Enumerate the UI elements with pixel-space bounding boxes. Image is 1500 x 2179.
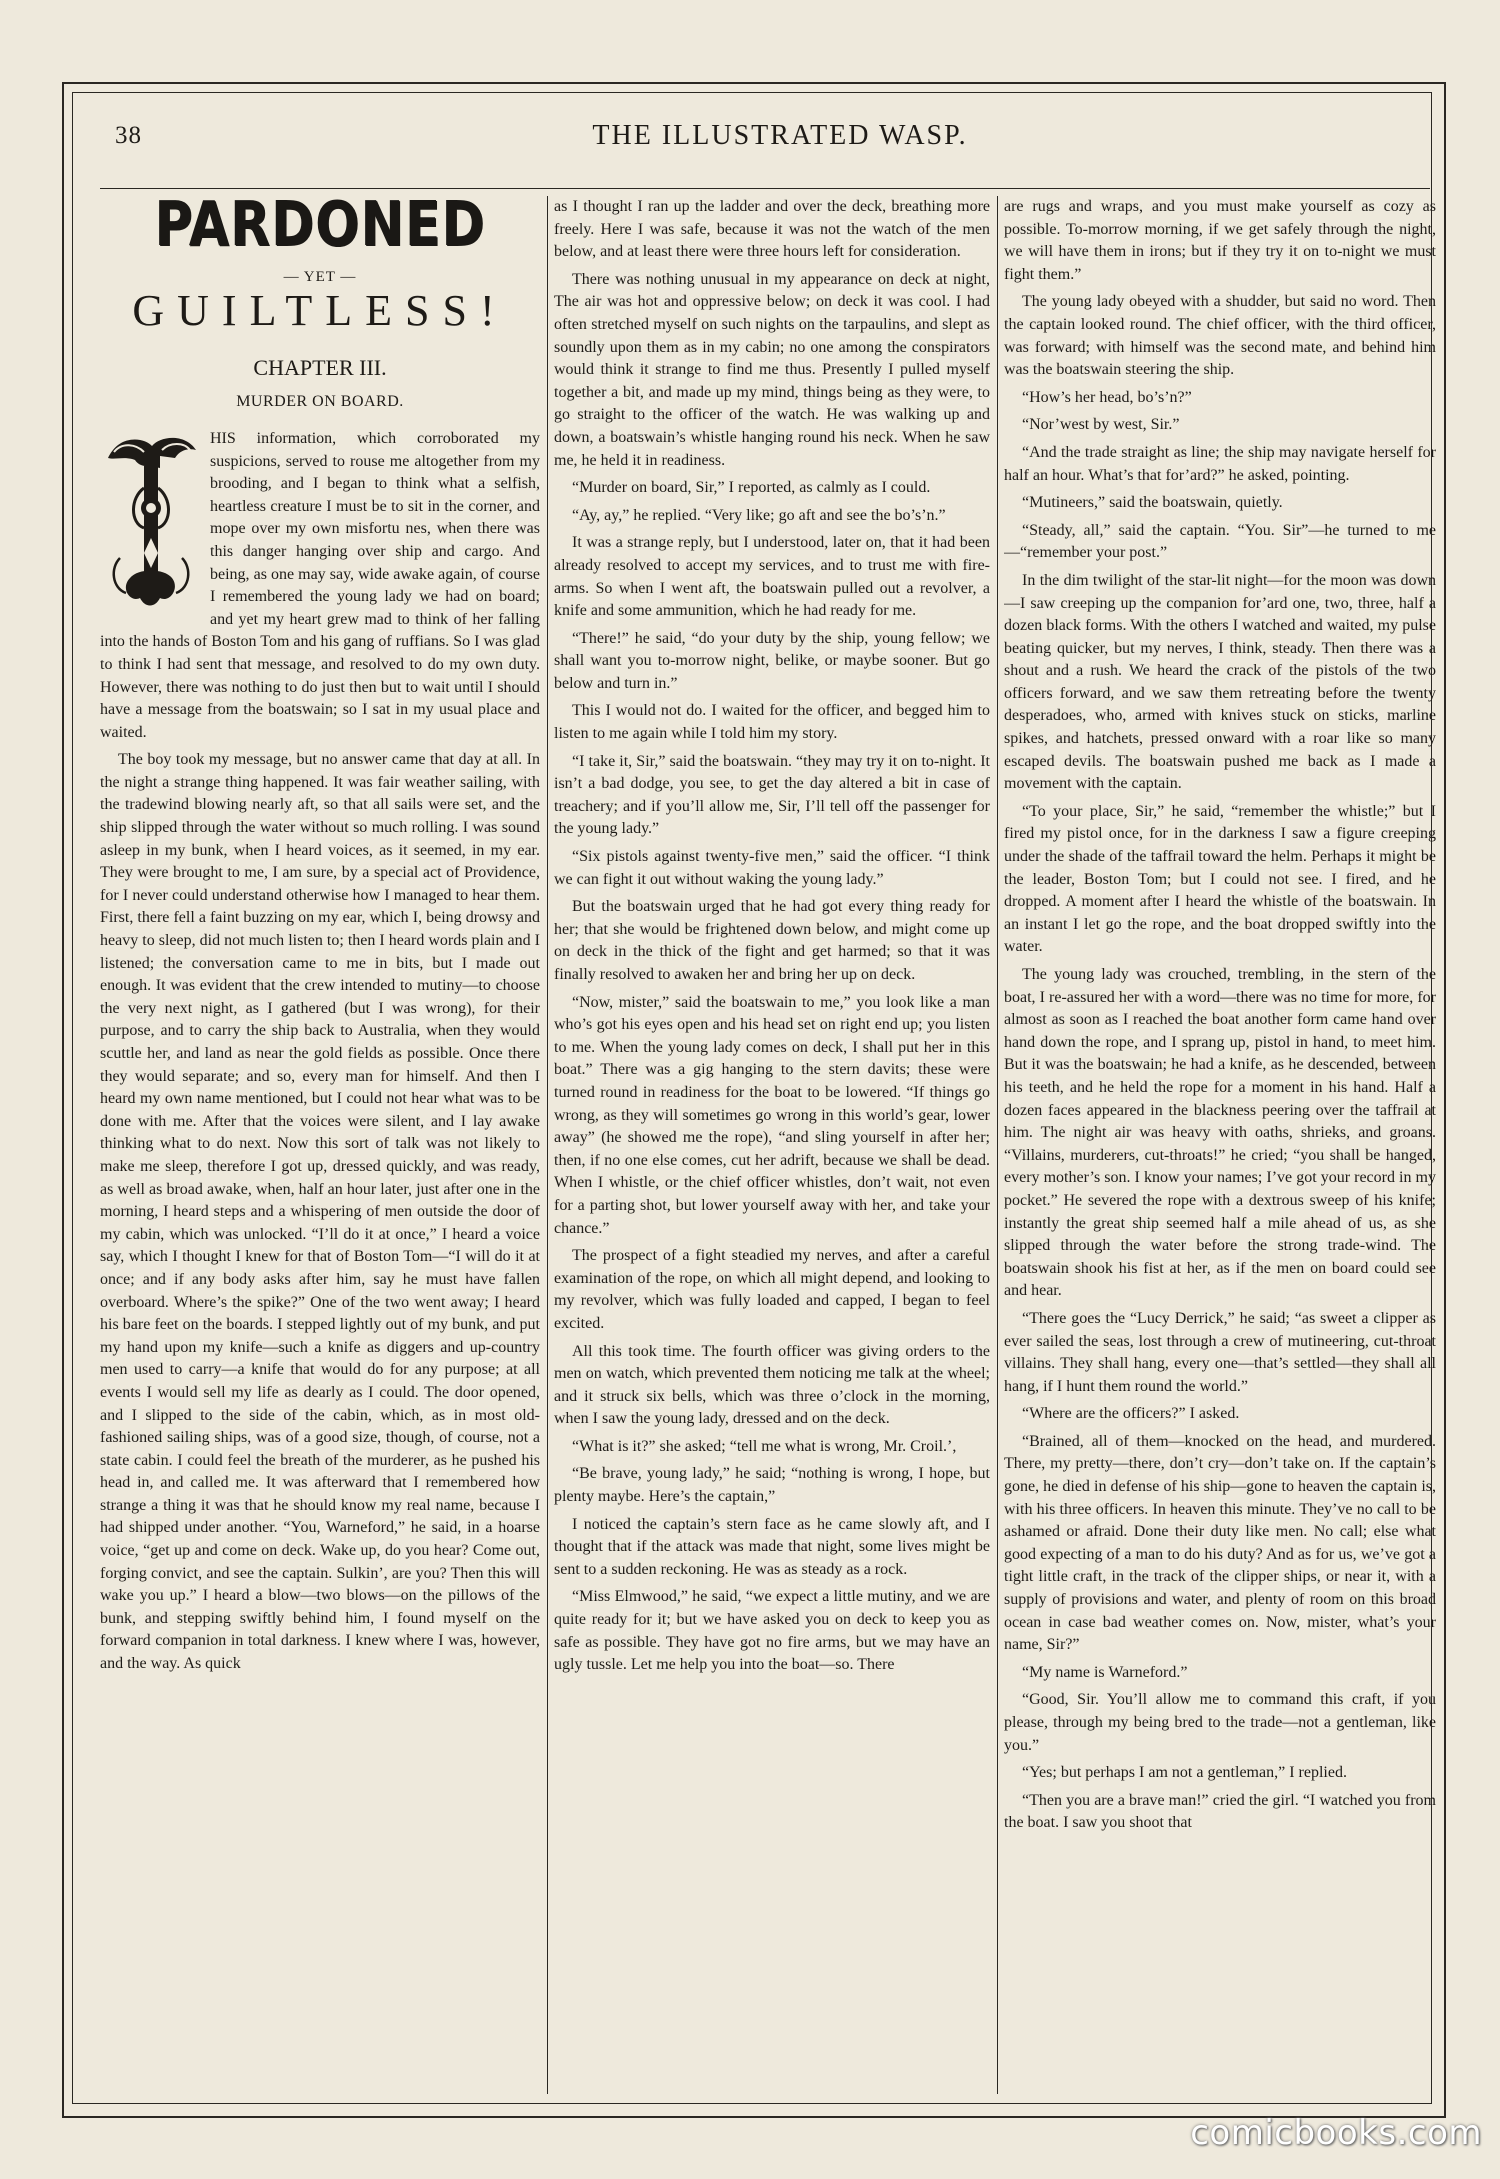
paragraph: “What is it?” she asked; “tell me what is wrong, Mr. Croil.’,: [572, 1437, 957, 1455]
paragraph: “Mutineers,” said the boatswain, quietly.: [1022, 494, 1283, 512]
column-3: [1004, 196, 1436, 2091]
paragraph: This I would not do. I waited for the officer, and begged him to listen to me again while I told him my story.: [554, 702, 990, 743]
paragraph: as I thought I ran up the ladder and over the deck, breathing more freely. Here I was safe, because it was not the watch of the men below, and at least there were three hours left for consideration.: [554, 198, 990, 261]
paragraph: HIS information, which corroborated my suspicions, served to rouse me altogether from my brooding, and I began to think what a selfish, heartless creature I must be to sit in the corner, and mope over my own misfortu nes, when there was this danger hanging over ship and cargo. And being, as one may say, wide awake again, of course I remembered the young lady we had on board; and yet my heart grew mad to think of her falling into the hands of Boston Tom and his gang of ruffians. So I was glad to think I had sent that message, and resolved to do my own duty. However, there was nothing to do just then but to wait until I should have a message from the boatswain; so I sat in my usual place and waited.: [100, 429, 540, 741]
paragraph: The prospect of a fight steadied my nerves, and after a careful examination of the rope, on which all might depend, and looking to my revolver, which was fully loaded and capped, I began to feel excited.: [554, 1247, 990, 1332]
paragraph: “Good, Sir. You’ll allow me to command this craft, if you please, through my being bred to the trade—not a gentleman, like you.”: [1004, 1691, 1436, 1754]
column-divider-1: [547, 196, 548, 2094]
paragraph: It was a strange reply, but I understood, later on, that it had been already resolved to accept my services, and to trust me with fire-arms. So when I went aft, the boatswain pulled out a revolver, a knife and some ammunition, which he had ready for me.: [554, 534, 990, 620]
story-yet: — YET —: [283, 268, 357, 285]
paragraph: “There!” he said, “do your duty by the ship, young fellow; we shall want you to-morrow night, belike, or maybe sooner. But go below and turn in.”: [554, 629, 990, 692]
chapter-title: MURDER ON BOARD.: [236, 393, 404, 411]
paragraph: “Ay, ay,” he replied. “Very like; go aft and see the bo’s’n.”: [572, 506, 946, 524]
paragraph: In the dim twilight of the star-lit night—for the moon was down—I saw creeping up the companion for’ard one, two, three, half a dozen black forms. With the others I watched and waited, my pulse beating quicker, but my nerves, I think, steady. Then there was a shout and a rush. We heard the crack of the pistols of the two officers forward, and we saw them retreating before the twenty desperadoes, who, armed with knives stuck on sticks, marline spikes, and hatchets, pressed onward with a roar like so many escaped devils. The boatswain pushed me back as I made a movement with the captain.: [1004, 571, 1436, 793]
column-2: [554, 196, 990, 2091]
story-title: PARDONED: [154, 196, 486, 261]
header-rule: [100, 188, 1430, 189]
ornamental-drop-cap-icon: [100, 428, 200, 618]
paragraph: “Be brave, young lady,” he said; “nothing is wrong, I hope, but plenty maybe. Here’s the captain,”: [554, 1465, 990, 1506]
paragraph: “Miss Elmwood,” he said, “we expect a little mutiny, and we are quite ready for it; but we have asked you on deck to keep you as safe as possible. They have got no fire arms, but we may have an ugly tussle. Let me help you into the boat—so. There: [554, 1588, 990, 1674]
page-number: 38: [115, 122, 142, 149]
paragraph: “Nor’west by west, Sir.”: [1022, 416, 1180, 434]
paragraph: “Yes; but perhaps I am not a gentleman,” I replied.: [1022, 1764, 1347, 1782]
story-subtitle: GUILTLESS!: [132, 286, 508, 336]
paragraph: The young lady obeyed with a shudder, but said no word. Then the captain looked round. The chief officer, with the third officer, was forward; with himself was the second mate, and behind him was the boatswain steering the ship.: [1004, 293, 1436, 379]
paragraph: The young lady was crouched, trembling, in the stern of the boat, I re-assured her with a word—there was no time for more, for almost as soon as I reached the boat another form came hand over hand down the rope, and I sprang up, pistol in hand, to meet him. But it was the boatswain; he had a knife, as he descended, between his teeth, and he held the rope for a moment in his hand. Half a dozen faces appeared in the blackness peering over the taffrail at him. The night air was heavy with oaths, shrieks, and groans. “Villains, murderers, cut-throats!” he cried; “you shall be hanged, every mother’s son. I know your names; I’ve got your record in my pocket.” He severed the rope with a dextrous sweep of his knife; instantly the great ship seemed half a mile ahead of us, as she slipped through the water before the strong trade-wind. The boatswain shook his fist at her, as if the men on board could see and hear.: [1004, 966, 1436, 1300]
paragraph: I noticed the captain’s stern face as he came slowly aft, and I thought that if the attack was made that night, some lives might be sent to a sudden reckoning. He was as steady as a rock.: [554, 1515, 990, 1578]
paragraph: All this took time. The fourth officer was giving orders to the men on watch, which prevented them noticing me talk at the wheel; and it struck six bells, which was three o’clock in the morning, when I saw the young lady, dressed and on the deck.: [554, 1342, 990, 1428]
chapter-heading: CHAPTER III.: [253, 354, 387, 380]
paragraph: “And the trade straight as line; the ship may navigate herself for half an hour. What’s that for’ard?” he asked, pointing.: [1004, 443, 1436, 484]
column-divider-2: [997, 196, 998, 2094]
paragraph: “Brained, all of them—knocked on the head, and murdered. There, my pretty—there, don’t cry—don’t take on. If the captain’s gone, he died in defense of his ship—gone to heaven the captain is, with his three officers. In heaven this minute. They’ve no call to be ashamed or afraid. Done their duty like men. No call; else what good expecting of a man to do his duty? And as for us, we’ve got a tight little craft, in the track of the clipper ships, or near it, with a supply of provisions and water, and plenty of room on this broad ocean in case bad weather comes on. Now, mister, what’s your name, Sir?”: [1004, 1432, 1436, 1654]
paragraph: “Then you are a brave man!” cried the girl. “I watched you from the boat. I saw you shoot that: [1004, 1791, 1436, 1832]
paragraph: “Six pistols against twenty-five men,” said the officer. “I think we can fight it out without waking the young lady.”: [554, 848, 990, 888]
paragraph: But the boatswain urged that he had got every thing ready for her; that she would be frightened down below, and might come up on deck in the thick of the fight and get harmed; so that it was finally resolved to awaken her and bring her up on deck.: [554, 898, 990, 983]
paragraph: are rugs and wraps, and you must make yourself as cozy as possible. To-morrow morning, if we get safely through the night, we will have them in irons; but if they try it on to-night we must fight them.”: [1004, 198, 1436, 283]
paragraph: “Where are the officers?” I asked.: [1022, 1405, 1240, 1423]
paragraph: “How’s her head, bo’s’n?”: [1022, 388, 1192, 406]
site-watermark: comicbooks.com: [1190, 2113, 1482, 2153]
masthead: THE ILLUSTRATED WASP.: [592, 120, 968, 151]
paragraph: “There goes the “Lucy Derrick,” he said; “as sweet a clipper as ever sailed the seas, lost through a crew of mutineering, cut-throat villains. They shall hang, every one—that’s settled—they shall all hang, if I hunt them round the world.”: [1004, 1309, 1436, 1395]
paragraph: There was nothing unusual in my appearance on deck at night, The air was hot and oppressive below; on deck it was cool. I had often stretched myself on such nights on the tarpaulins, and slept as soundly upon them as in my cabin; no one among the conspirators would think it strange to find me thus. Presently I pulled myself together a bit, and made up my mind, things being as they were, to go straight to the officer of the watch. He was walking up and down, a boatswain’s whistle hanging round his neck. When he saw me, he held it in readiness.: [554, 270, 990, 469]
paragraph: “My name is Warneford.”: [1022, 1663, 1188, 1681]
paragraph: The boy took my message, but no answer came that day at all. In the night a strange thing happened. It was fair weather sailing, with the tradewind blowing nearly aft, so that all sails were set, and the ship slipped through the water without so much rolling. I was sound asleep in my bunk, when I heard voices, as it seemed, in my ear. They were brought to me, I am sure, by a special act of Providence, for I never could understand otherwise how I managed to hear them. First, there fell a faint buzzing on my ear, which I, being drowsy and heavy to sleep, did not much listen to; then I heard words plain and I listened; the conversation came to me in bits, but I made out enough. It was evident that the crew intended to mutiny—to choose the very next night, as I gathered (but I was wrong), for their purpose, and to carry the ship back to Australia, when they would scuttle her, and land as near the gold fields as possible. Once there they would separate; and so, every man for himself. And then I heard my own name mentioned, but I could not hear what was to be done with me. After that the voices were silent, and I lay awake thinking what to do next. Now this sort of talk was not likely to make me sleep, therefore I got up, dressed quickly, and was ready, as well as broad awake, when, half an hour later, just after one in the morning, I heard steps and a whispering of men outside the door of my cabin, which was unlocked. “I’ll do it at once,” I heard a voice say, which I thought I knew for that of Boston Tom—“I will do it at once; and if any body asks after him, say he must have fallen overboard. Where’s the spike?” One of the two went away; I heard his bare feet on the boards. I stepped lightly out of my bunk, and put my hand upon my knife—such a knife as diggers and up-country men used to carry—a knife that would do for any purpose; at all events I would sell my life as dearly as I could. The door opened, and I slipped to the side of the cabin, which, as in most old-fashioned sailing ships, was of a good size, though, of course, not a state cabin. I could feel the breath of the murderer, as he pushed his head in, and called me. It was afterward that I remembered how strange a thing it was that he should know my real name, because I had shipped under another. “You, Warneford,” he said, in a hoarse voice, “get up and come on deck. Wake up, do you hear? Come out, forging convict, and see the captain. Sulkin’, are you? Then this will wake you up.” I heard a blow—two blows—on the pillows of the bunk, and stepping swiftly behind him, I found myself on the forward companion in total darkness. I knew where I was, however, and the way. As quick: [100, 751, 540, 1673]
column-1: [100, 196, 540, 2091]
paragraph: “Murder on board, Sir,” I reported, as calmly as I could.: [572, 479, 931, 497]
paragraph: “To your place, Sir,” he said, “remember the whistle;” but I fired my pistol once, for in the darkness I saw a figure creeping under the shade of the taffrail toward the helm. Perhaps it might be the leader, Boston Tom; but I could not see. I fired, and he dropped. A moment after I heard the whistle of the boatswain. In an instant I let go the rope, and the boat dropped swiftly into the water.: [1004, 802, 1436, 956]
ornamental-drop-cap: [100, 428, 200, 618]
paragraph: “Steady, all,” said the captain. “You. Sir”—he turned to me—“remember your post.”: [1004, 521, 1436, 562]
story-title-block: [100, 196, 540, 414]
paragraph: “Now, mister,” said the boatswain to me,” you look like a man who’s got his eyes open and his head set on right end up; you listen to me. When the young lady comes on deck, I shall put her in this boat.” There was a gig hanging to the stern davits; these were turned round in readiness for the boat to be lowered. “If things go wrong, as they will sometimes go wrong in this world’s gear, lower away” (he showed me the rope), “and sling yourself in after her; then, if no one else comes, cut her adrift, because we shall be dead. When I whistle, or the chief officer whistles, don’t wait, not even for a parting shot, but lower yourself away with her, and take your chance.”: [554, 993, 990, 1237]
paragraph: “I take it, Sir,” said the boatswain. “they may try it on to-night. It isn’t a bad dodge, you see, to get the day altered a bit in case of treachery; and if you’ll allow me, Sir, I’ll tell off the passenger for the young lady.”: [554, 752, 990, 838]
